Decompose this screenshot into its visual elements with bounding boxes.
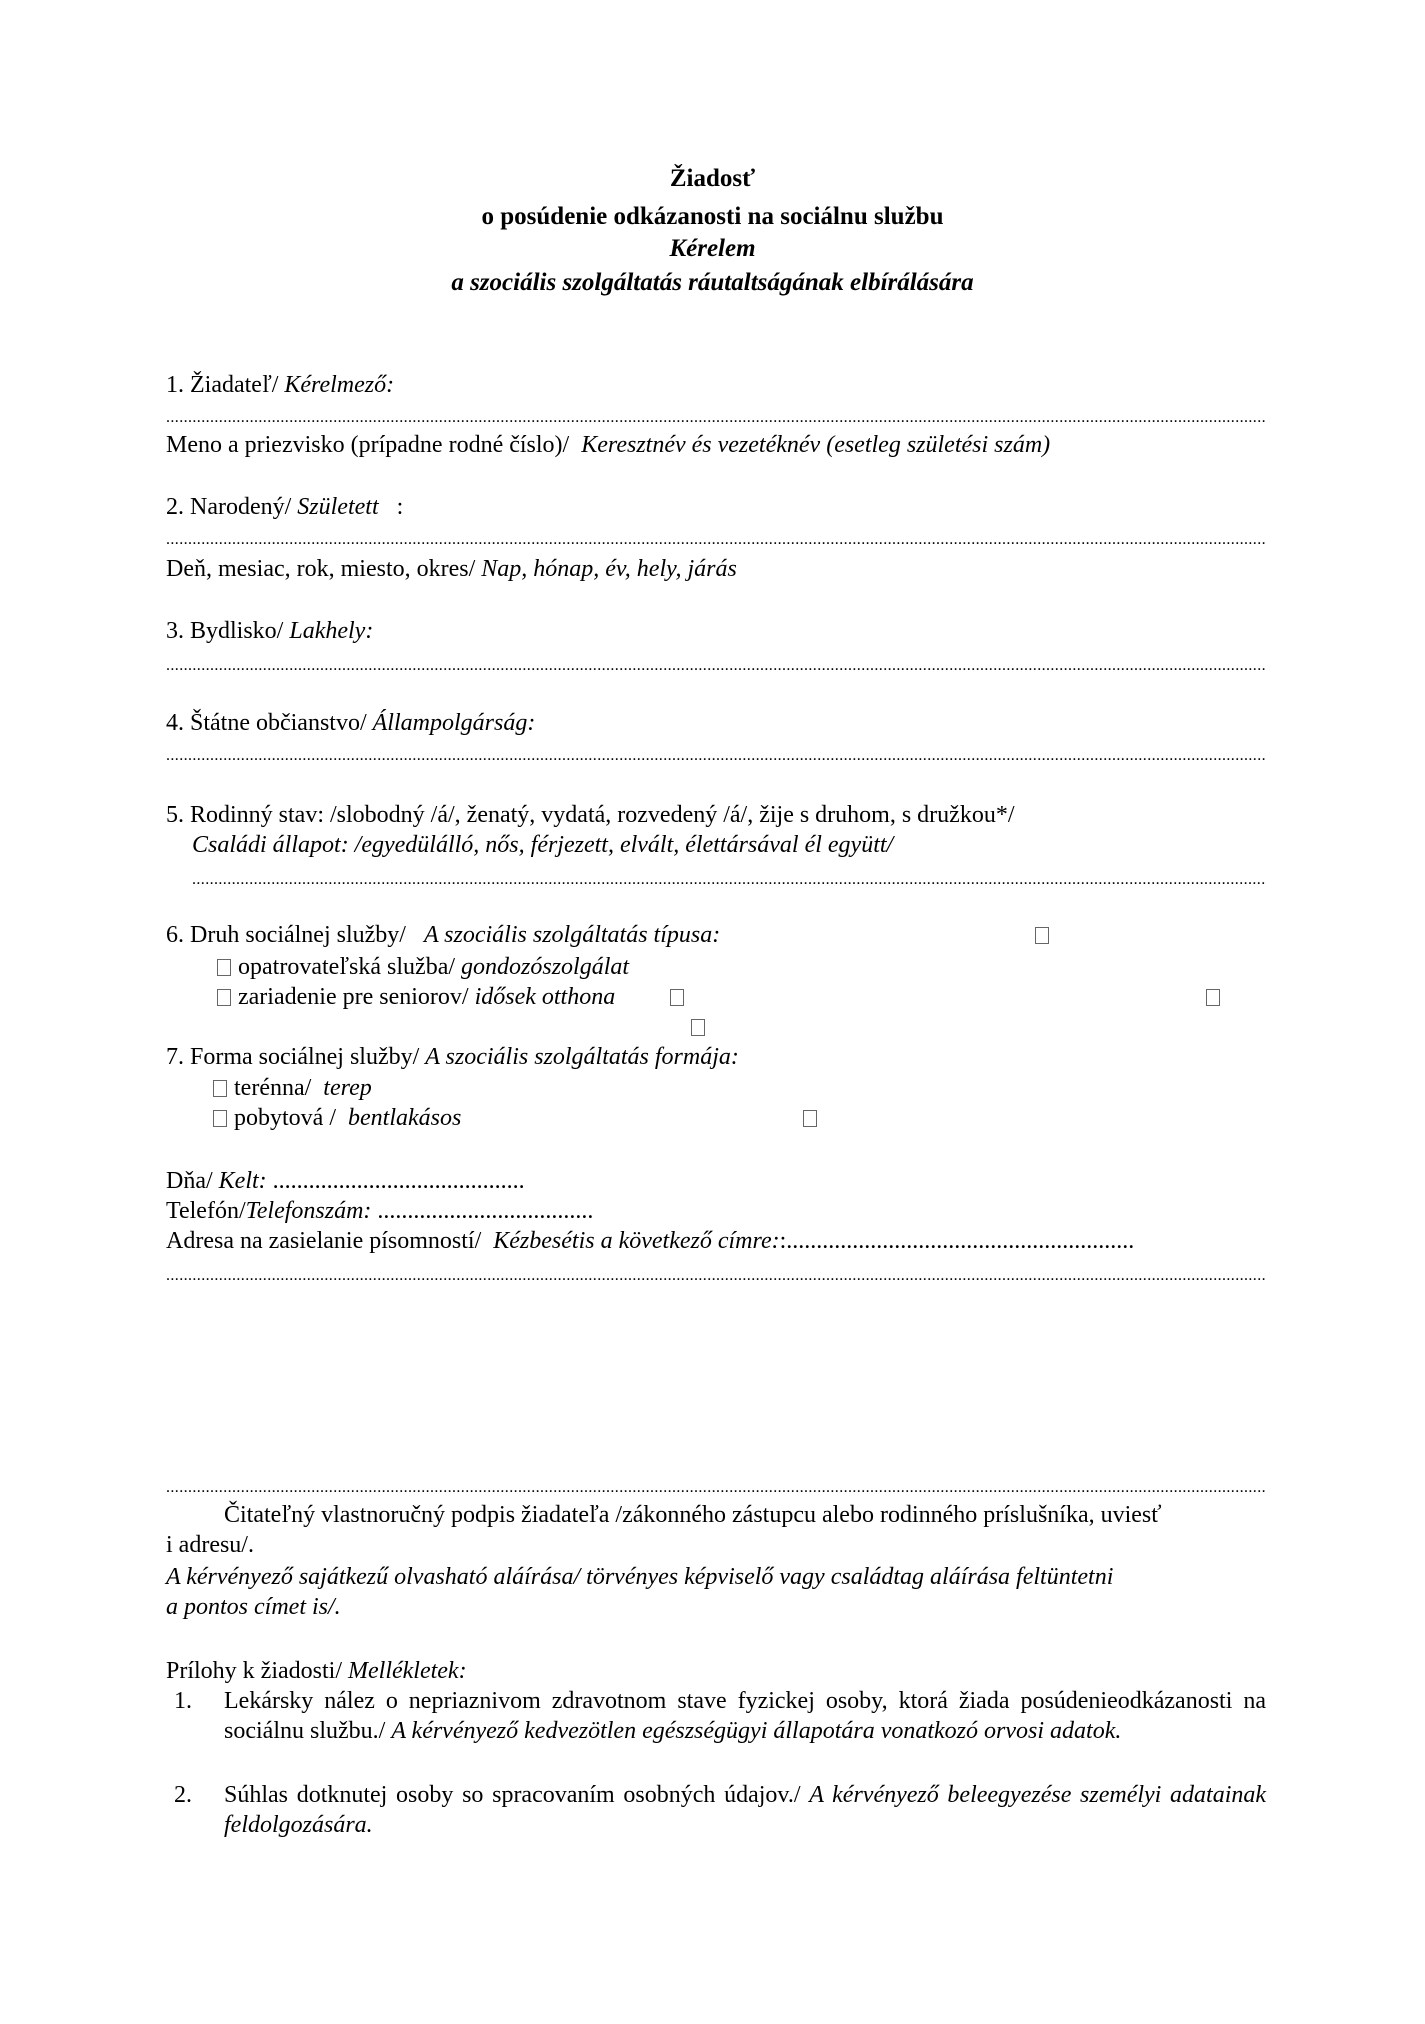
signature-caption-sk: Čitateľný vlastnoručný podpis žiadateľa /zákonného zástupcu alebo rodinného príslušníka, uviesť bbox=[224, 1502, 1162, 1528]
title-hu: Kérelem bbox=[669, 235, 756, 262]
checkbox-icon[interactable] bbox=[213, 1080, 227, 1097]
born-field[interactable] bbox=[166, 530, 1265, 550]
checkbox-icon[interactable] bbox=[1206, 989, 1220, 1006]
residence-label: 3. Bydlisko/ Lakhely: bbox=[166, 618, 374, 644]
attachment-item-1: Lekársky nález o nepriaznivom zdravotnom stave fyzickej osoby, ktorá žiada posúdenieodkázanosti na sociálnu službu./ A kérvényező kedvezötlen egészségügyi állapotára vonatkozó orvosi adatok. bbox=[224, 1688, 1266, 1744]
checkbox-icon[interactable] bbox=[213, 1110, 227, 1127]
signature-field[interactable] bbox=[166, 1478, 1265, 1498]
applicant-hint: Meno a priezvisko (prípadne rodné číslo)/ Keresztnév és vezetéknév (esetleg születési szám) bbox=[166, 432, 1051, 458]
checkbox-icon[interactable] bbox=[217, 989, 231, 1006]
address-field[interactable]: Adresa na zasielanie písomností/ Kézbesétis a következő címre::.......................................................... bbox=[166, 1228, 1135, 1254]
service-type-option-1: opatrovateľská služba/ gondozószolgálat bbox=[238, 954, 630, 980]
signature-caption-sk-2: i adresu/. bbox=[166, 1532, 254, 1558]
citizenship-label: 4. Štátne občianstvo/ Állampolgárság: bbox=[166, 710, 536, 736]
attachment-number: 2. bbox=[174, 1782, 192, 1808]
signature-caption-hu: A kérvényező sajátkezű olvasható aláírása/ törvényes képviselő vagy családtag aláírása feltüntetni bbox=[166, 1564, 1114, 1590]
checkbox-icon[interactable] bbox=[670, 989, 684, 1006]
subtitle-hu: a szociális szolgáltatás ráutaltságának elbírálására bbox=[451, 269, 974, 296]
checkbox-icon[interactable] bbox=[1035, 927, 1049, 944]
citizenship-field[interactable] bbox=[166, 746, 1265, 766]
attachments-label: Prílohy k žiadosti/ Mellékletek: bbox=[166, 1658, 467, 1684]
signature-caption-hu-2: a pontos címet is/. bbox=[166, 1594, 341, 1620]
marital-label-sk: 5. Rodinný stav: /slobodný /á/, ženatý, vydatá, rozvedený /á/, žije s druhom, s družkou*/ bbox=[166, 802, 1015, 828]
born-label: 2. Narodený/ Született : bbox=[166, 494, 404, 520]
checkbox-icon[interactable] bbox=[691, 1019, 705, 1036]
subtitle-sk: o posúdenie odkázanosti na sociálnu službu bbox=[481, 203, 944, 230]
applicant-label: 1. Žiadateľ/ Kérelmező: bbox=[166, 372, 395, 398]
applicant-field[interactable] bbox=[166, 408, 1265, 428]
phone-field[interactable]: Telefón/Telefonszám: .................................... bbox=[166, 1198, 594, 1224]
marital-label-hu: Családi állapot: /egyedülálló, nős, férjezett, elvált, élettársával él együtt/ bbox=[192, 832, 894, 858]
residence-field[interactable] bbox=[166, 656, 1265, 676]
marital-field[interactable] bbox=[192, 870, 1265, 890]
date-field[interactable]: Dňa/ Kelt: .......................................... bbox=[166, 1168, 525, 1194]
address-field-line-2[interactable] bbox=[166, 1266, 1265, 1286]
checkbox-icon[interactable] bbox=[803, 1110, 817, 1127]
service-form-option-1: terénna/ terep bbox=[234, 1075, 372, 1101]
title-sk: Žiadosť bbox=[669, 165, 756, 192]
born-hint: Deň, mesiac, rok, miesto, okres/ Nap, hónap, év, hely, járás bbox=[166, 556, 737, 582]
service-type-option-2: zariadenie pre seniorov/ idősek otthona bbox=[238, 984, 616, 1010]
service-type-label: 6. Druh sociálnej služby/ A szociális szolgáltatás típusa: bbox=[166, 922, 721, 948]
checkbox-icon[interactable] bbox=[217, 959, 231, 976]
service-form-option-2: pobytová / bentlakásos bbox=[234, 1105, 462, 1131]
service-form-label: 7. Forma sociálnej služby/ A szociális szolgáltatás formája: bbox=[166, 1044, 739, 1070]
attachment-number: 1. bbox=[174, 1688, 192, 1714]
attachment-item-2: Súhlas dotknutej osoby so spracovaním osobných údajov./ A kérvényező beleegyezése személyi adatainak feldolgozására. bbox=[224, 1782, 1267, 1838]
